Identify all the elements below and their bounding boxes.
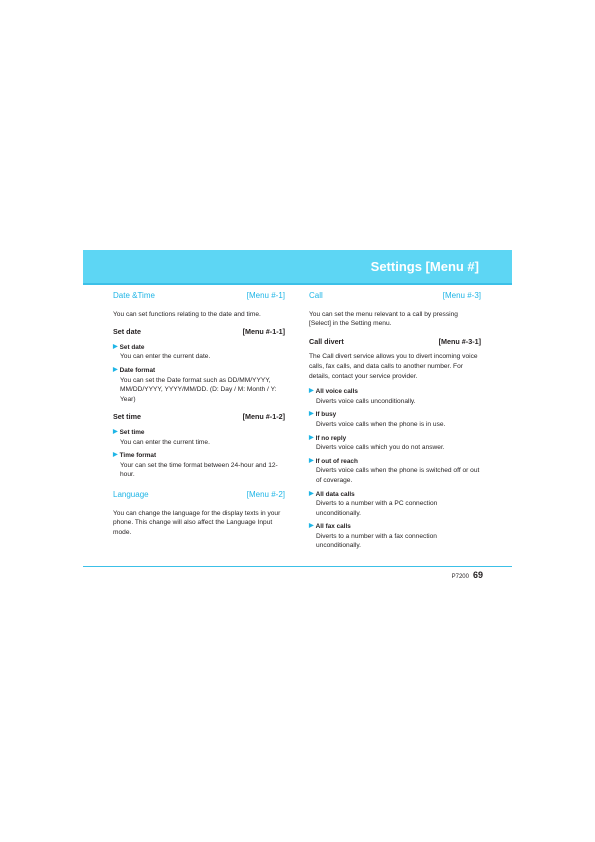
- subsection-title: Call divert: [309, 336, 344, 346]
- bullet-arrow-icon: ▶: [113, 452, 118, 459]
- item-label: If busy: [315, 411, 337, 419]
- page-number: 69: [472, 570, 483, 580]
- model-name: P7200: [451, 574, 469, 580]
- page-title: Settings [Menu #]: [370, 259, 479, 274]
- section-date-time: [113, 291, 285, 301]
- bullet-arrow-icon: ▶: [309, 523, 314, 530]
- bullet-arrow-icon: ▶: [309, 388, 314, 395]
- subsection-set-time: [113, 412, 285, 422]
- item-desc: Diverts voice calls which you do not answer.: [316, 444, 445, 452]
- item-label: All fax calls: [315, 523, 351, 531]
- list-item: [309, 387, 481, 397]
- menu-code: [Menu #-2]: [246, 489, 285, 499]
- list-item: [113, 343, 285, 353]
- subsection-title: Set date: [113, 327, 141, 337]
- menu-code: [Menu #-1-1]: [242, 327, 285, 337]
- bullet-arrow-icon: ▶: [113, 366, 118, 373]
- header-divider: [83, 283, 512, 285]
- section-intro: The Call divert service allows you to divert incoming voice calls, fax calls, and data calls to another number. For details, contact your service provider.: [309, 353, 478, 380]
- item-label: Date format: [119, 366, 156, 374]
- item-desc: You can enter the current time.: [120, 438, 210, 446]
- section-intro: You can set functions relating to the date and time.: [113, 310, 261, 318]
- section-title: Date &Time: [113, 291, 155, 300]
- bullet-arrow-icon: ▶: [309, 434, 314, 441]
- list-item: [309, 522, 481, 532]
- item-label: All data calls: [315, 490, 355, 498]
- menu-code: [Menu #-3]: [442, 291, 481, 300]
- item-desc: Diverts to a number with a fax connection unconditionally.: [316, 532, 437, 550]
- right-column: [309, 288, 481, 555]
- list-item: [309, 434, 481, 444]
- item-label: Time format: [119, 452, 157, 460]
- bullet-arrow-icon: ▶: [309, 457, 314, 464]
- section-language: [113, 490, 285, 500]
- menu-code: [Menu #-1-2]: [242, 412, 285, 422]
- item-label: If no reply: [315, 434, 347, 442]
- section-intro: You can set the menu relevant to a call by pressing [Select] in the Setting menu.: [309, 310, 458, 328]
- bullet-arrow-icon: ▶: [309, 490, 314, 497]
- subsection-call-divert: [309, 337, 481, 347]
- item-desc: Diverts voice calls when the phone is switched off or out of coverage.: [316, 467, 480, 484]
- bullet-arrow-icon: ▶: [113, 428, 118, 435]
- list-item: [309, 457, 481, 467]
- item-desc: You can set the Date format such as DD/MM/YYYY, MM/DD/YYYY, YYYY/MM/DD. (D: Day / M: Month / Y: Year): [120, 376, 277, 403]
- list-item: [113, 366, 285, 376]
- menu-code: [Menu #-3-1]: [438, 336, 481, 346]
- subsection-set-date: [113, 327, 285, 337]
- section-call: [309, 291, 481, 301]
- section-intro: You can change the language for the display texts in your phone. This change will also affect the Language Input mode.: [113, 509, 281, 536]
- left-column: [113, 288, 285, 543]
- item-label: If out of reach: [315, 457, 358, 465]
- bullet-arrow-icon: ▶: [309, 411, 314, 418]
- item-label: All voice calls: [315, 388, 358, 396]
- item-label: Set time: [119, 428, 145, 436]
- item-desc: Diverts voice calls when the phone is in use.: [316, 420, 446, 428]
- section-title: Call: [309, 291, 323, 300]
- item-desc: Diverts to a number with a PC connection unconditionally.: [316, 500, 438, 517]
- subsection-title: Set time: [113, 412, 141, 422]
- section-title: Language: [113, 489, 149, 499]
- page-footer: [452, 570, 483, 580]
- item-desc: You can enter the current date.: [120, 353, 211, 361]
- footer-divider: [83, 566, 512, 567]
- item-desc: Diverts voice calls unconditionally.: [316, 397, 416, 405]
- list-item: [309, 490, 481, 500]
- item-desc: Your can set the time format between 24-hour and 12-hour.: [120, 461, 278, 479]
- item-label: Set date: [119, 343, 145, 351]
- menu-code: [Menu #-1]: [246, 291, 285, 300]
- list-item: [113, 428, 285, 438]
- list-item: [309, 410, 481, 420]
- bullet-arrow-icon: ▶: [113, 343, 118, 350]
- list-item: [113, 451, 285, 461]
